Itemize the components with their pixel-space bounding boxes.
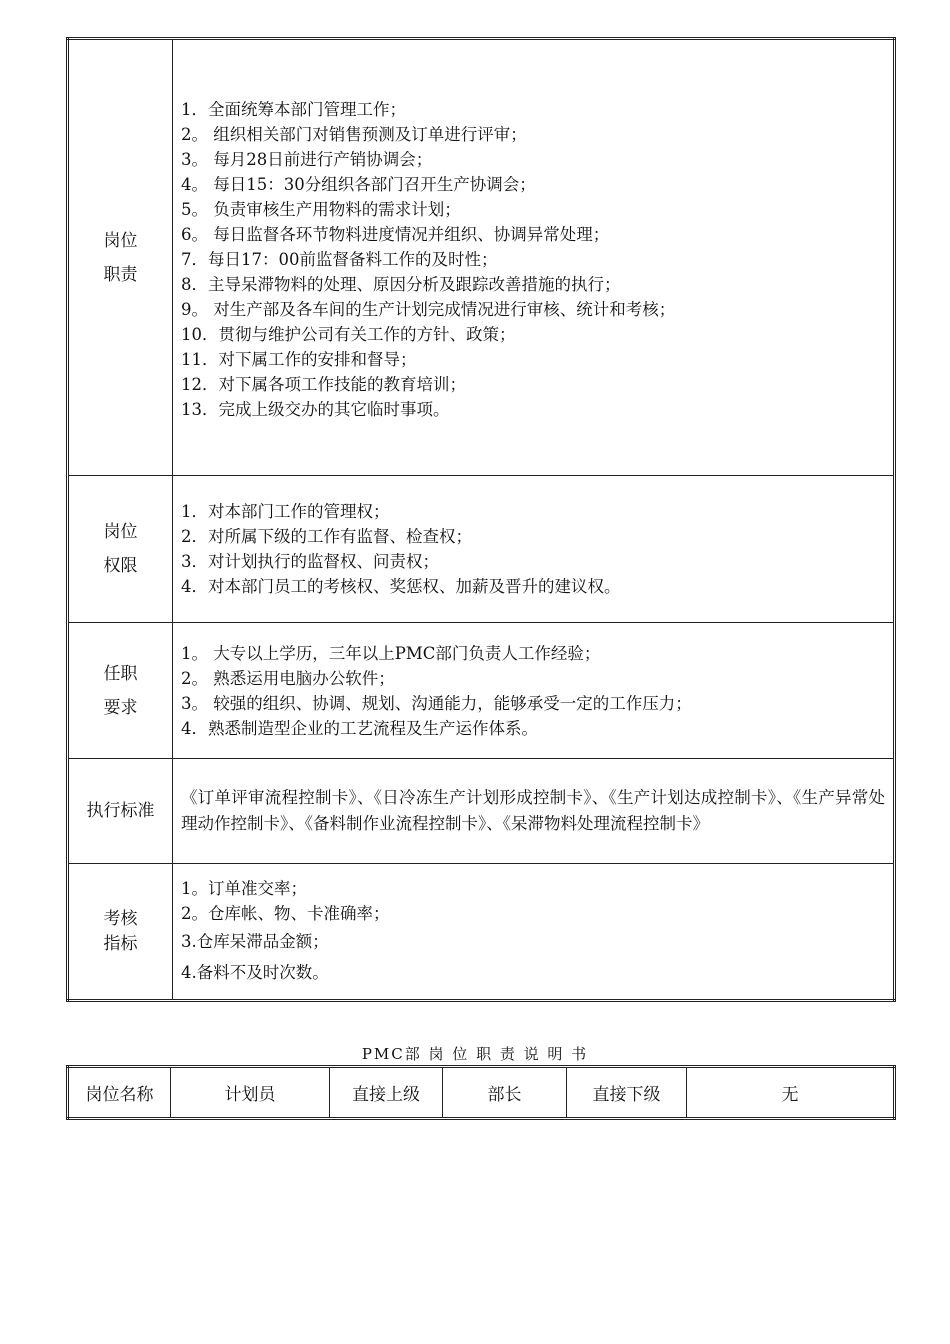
list-item: 2。 组织相关部门对销售预测及订单进行评审； <box>181 125 527 144</box>
standards-content: 《订单评审流程控制卡》、《日冷冻生产计划形成控制卡》、《生产计划达成控制卡》、《生产异常处理动作控制卡》、《备料制作业流程控制卡》、《呆滞物料处理流程控制卡》 <box>173 759 895 864</box>
superior-label: 直接上级 <box>330 1067 443 1119</box>
list-item: 4.备料不及时次数。 <box>181 962 329 982</box>
kpi-content <box>173 864 895 1001</box>
list-item: 11．对下属工作的安排和督导； <box>181 350 417 369</box>
duties-row <box>68 39 895 476</box>
authority-label <box>68 476 173 623</box>
requirements-row <box>68 623 895 759</box>
list-item: 10．贯彻与维护公司有关工作的方针、政策； <box>181 325 516 344</box>
duties-label-line2: 职责 <box>103 264 138 285</box>
superior-value: 部长 <box>443 1067 567 1119</box>
position-name-value: 计划员 <box>171 1067 330 1119</box>
list-item: 13．完成上级交办的其它临时事项。 <box>181 400 450 419</box>
kpi-list <box>181 876 885 988</box>
position-info-table <box>66 1065 896 1120</box>
list-item: 1．全面统筹本部门管理工作； <box>181 100 406 119</box>
list-item: 1。 大专以上学历，三年以上PMC部门负责人工作经验； <box>181 643 601 663</box>
position-name-label: 岗位名称 <box>68 1067 171 1119</box>
subordinate-value: 无 <box>687 1067 895 1119</box>
requirements-content <box>173 623 895 759</box>
subordinate-label: 直接下级 <box>567 1067 687 1119</box>
list-item: 4。 每日15：30分组织各部门召开生产协调会； <box>181 175 536 194</box>
list-item: 1。订单准交率； <box>181 878 307 898</box>
list-item: 9。 对生产部及各车间的生产计划完成情况进行审核、统计和考核； <box>181 300 676 319</box>
list-item: 3.仓库呆滞品金额； <box>181 931 329 951</box>
list-item: 1．对本部门工作的管理权； <box>181 502 390 521</box>
authority-label-line2: 权限 <box>103 556 138 576</box>
list-item: 8．主导呆滞物料的处理、原因分析及跟踪改善措施的执行； <box>181 275 621 294</box>
list-item: 2．对所属下级的工作有监督、检查权； <box>181 527 472 546</box>
list-item: 2。仓库帐、物、卡准确率； <box>181 903 390 923</box>
list-item: 6。 每日监督各环节物料进度情况并组织、协调异常处理； <box>181 225 610 244</box>
list-item: 3．对计划执行的监督权、问责权； <box>181 552 439 571</box>
position-info-row <box>68 1067 895 1119</box>
list-item: 3。 每月28日前进行产销协调会； <box>181 150 433 169</box>
requirements-label-line1: 任职 <box>103 663 138 684</box>
duties-label <box>68 39 173 476</box>
kpi-row <box>68 864 895 1001</box>
list-item: 4．对本部门员工的考核权、奖惩权、加薪及晋升的建议权。 <box>181 577 621 596</box>
list-item: 4．熟悉制造型企业的工艺流程及生产运作体系。 <box>181 718 538 738</box>
standards-label: 执行标准 <box>68 759 173 864</box>
requirements-label-line2: 要求 <box>103 697 138 718</box>
authority-content <box>173 476 895 623</box>
duties-content <box>173 39 895 476</box>
list-item: 3。 较强的组织、协调、规划、沟通能力，能够承受一定的工作压力； <box>181 693 692 713</box>
list-item: 5。 负责审核生产用物料的需求计划； <box>181 200 461 219</box>
duties-list <box>181 97 885 422</box>
authority-row <box>68 476 895 623</box>
kpi-label <box>68 864 173 1001</box>
list-item: 2。 熟悉运用电脑办公软件； <box>181 668 395 688</box>
kpi-label-line2: 指标 <box>103 933 138 954</box>
list-item: 12．对下属各项工作技能的教育培训； <box>181 375 466 394</box>
document-title: PMC部 岗 位 职 责 说 明 书 <box>361 1045 589 1063</box>
kpi-label-line1: 考核 <box>103 908 138 929</box>
job-description-table <box>66 37 896 1002</box>
duties-label-line1: 岗位 <box>103 230 138 251</box>
authority-list <box>181 499 885 599</box>
authority-label-line1: 岗位 <box>103 522 138 542</box>
list-item: 7．每日17：00前监督备料工作的及时性； <box>181 250 498 269</box>
requirements-list <box>181 641 885 741</box>
requirements-label <box>68 623 173 759</box>
standards-row <box>68 759 895 864</box>
